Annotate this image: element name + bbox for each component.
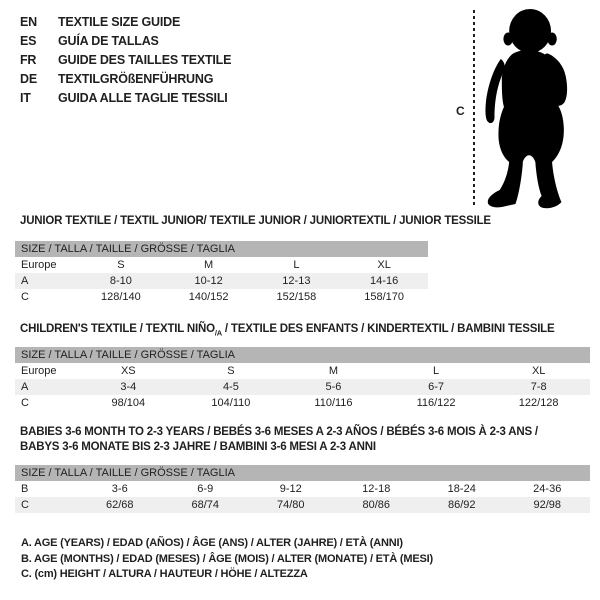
age-cell: 6-7 — [428, 381, 445, 393]
age-cell: 12-13 — [282, 275, 311, 287]
months-cell: 6-9 — [197, 483, 214, 495]
table-row-height — [15, 289, 428, 305]
height-cell: 104/110 — [211, 397, 251, 409]
height-cell: 98/104 — [111, 397, 146, 409]
size-header-bar: SIZE / TALLA / TAILLE / GRÖSSE / TAGLIA — [15, 241, 428, 257]
size-cell: XS — [120, 365, 136, 377]
babies-title-line-2: BABYS 3-6 MONATE BIS 2-3 JAHRE / BAMBINI 3-6 MESI A 2-3 ANNI — [20, 440, 376, 453]
size-cell: M — [204, 259, 214, 271]
height-cell: 158/170 — [364, 291, 404, 303]
children-size-table — [15, 347, 590, 411]
height-measure-label: C — [456, 104, 465, 118]
children-title-subscript: /A — [214, 328, 222, 338]
age-cell: 8-10 — [109, 275, 132, 287]
height-cell: 74/80 — [276, 499, 305, 511]
legend-notes — [21, 536, 433, 583]
language-code: ES — [20, 34, 37, 48]
toddler-silhouette-icon — [483, 6, 573, 211]
size-cell: S — [227, 365, 235, 377]
row-label: C — [21, 499, 29, 511]
table-row-months — [15, 481, 590, 497]
table-row-height — [15, 497, 590, 513]
height-measure-dashed-line — [473, 10, 475, 207]
language-title: GUIDA ALLE TAGLIE TESSILI — [58, 91, 228, 105]
age-cell: 4-5 — [222, 381, 239, 393]
junior-size-table — [15, 241, 428, 305]
height-cell: 80/86 — [362, 499, 391, 511]
note-age-years: A. AGE (YEARS) / EDAD (AÑOS) / ÂGE (ANS) / ALTER (JAHRE) / ETÀ (ANNI) — [21, 537, 403, 549]
row-label: Europe — [21, 259, 57, 271]
height-cell: 110/116 — [314, 397, 353, 409]
height-cell: 140/152 — [188, 291, 229, 303]
children-title-part-b: / TEXTILE DES ENFANTS / KINDERTEXTIL / BAMBINI TESSILE — [221, 323, 555, 335]
height-cell: 62/68 — [105, 499, 134, 511]
row-label: Europe — [21, 365, 57, 377]
height-cell: 116/122 — [416, 397, 456, 409]
table-row-height — [15, 395, 590, 411]
children-title-part-a: CHILDREN'S TEXTILE / TEXTIL NIÑO — [20, 323, 215, 335]
language-title: GUIDE DES TAILLES TEXTILE — [58, 53, 232, 67]
row-label: A — [21, 275, 29, 287]
months-cell: 24-36 — [533, 483, 562, 495]
size-cell: M — [328, 365, 339, 377]
height-cell: 122/128 — [518, 397, 559, 409]
size-cell: L — [433, 365, 440, 377]
note-height-cm: C. (cm) HEIGHT / ALTURA / HAUTEUR / HÖHE / ALTEZZA — [21, 568, 308, 580]
age-cell: 3-4 — [120, 381, 137, 393]
age-cell: 7-8 — [530, 381, 547, 393]
table-row-europe — [15, 257, 428, 273]
months-cell: 12-18 — [362, 483, 391, 495]
size-cell: XL — [377, 259, 391, 271]
age-cell: 14-16 — [370, 275, 399, 287]
language-row-en — [20, 13, 231, 32]
language-row-fr — [20, 51, 231, 70]
junior-table-title: JUNIOR TEXTILE / TEXTIL JUNIOR/ TEXTILE JUNIOR / JUNIORTEXTIL / JUNIOR TESSILE — [20, 215, 491, 227]
table-row-age — [15, 379, 590, 395]
language-row-it — [20, 89, 231, 108]
language-title-list — [20, 13, 231, 108]
babies-title-line-1: BABIES 3-6 MONTH TO 2-3 YEARS / BEBÉS 3-6 MESES A 2-3 AÑOS / BÉBÉS 3-6 MOIS À 2-3 ANS / — [20, 426, 538, 438]
babies-size-table — [15, 465, 590, 513]
children-table-title — [20, 323, 554, 337]
language-title: TEXTILE SIZE GUIDE — [58, 15, 181, 29]
language-code: FR — [20, 53, 37, 67]
size-header-bar: SIZE / TALLA / TAILLE / GRÖSSE / TAGLIA — [15, 465, 590, 481]
height-cell: 128/140 — [100, 291, 141, 303]
height-cell: 86/92 — [447, 499, 476, 511]
age-cell: 5-6 — [325, 381, 342, 393]
size-cell: L — [293, 259, 300, 271]
size-cell: S — [117, 259, 125, 271]
row-label: A — [21, 381, 29, 393]
size-header-bar: SIZE / TALLA / TAILLE / GRÖSSE / TAGLIA — [15, 347, 590, 363]
language-code: DE — [20, 72, 37, 86]
table-row-europe — [15, 363, 590, 379]
table-row-age — [15, 273, 428, 289]
language-title: TEXTILGRÖßENFÜHRUNG — [58, 72, 214, 86]
language-code: IT — [20, 91, 31, 105]
row-label: B — [21, 483, 29, 495]
months-cell: 9-12 — [279, 483, 302, 495]
row-label: C — [21, 291, 29, 303]
height-cell: 68/74 — [191, 499, 220, 511]
height-cell: 152/158 — [276, 291, 317, 303]
months-cell: 18-24 — [447, 483, 476, 495]
language-row-es — [20, 32, 231, 51]
row-label: C — [21, 397, 29, 409]
months-cell: 3-6 — [111, 483, 128, 495]
language-title: GUÍA DE TALLAS — [58, 34, 159, 48]
language-row-de — [20, 70, 231, 89]
babies-table-title — [20, 425, 580, 454]
age-cell: 10-12 — [194, 275, 223, 287]
language-code: EN — [20, 15, 37, 29]
size-cell: XL — [531, 365, 546, 377]
note-age-months: B. AGE (MONTHS) / EDAD (MESES) / ÂGE (MOIS) / ALTER (MONATE) / ETÀ (MESI) — [21, 552, 433, 565]
height-cell: 92/98 — [533, 499, 562, 511]
